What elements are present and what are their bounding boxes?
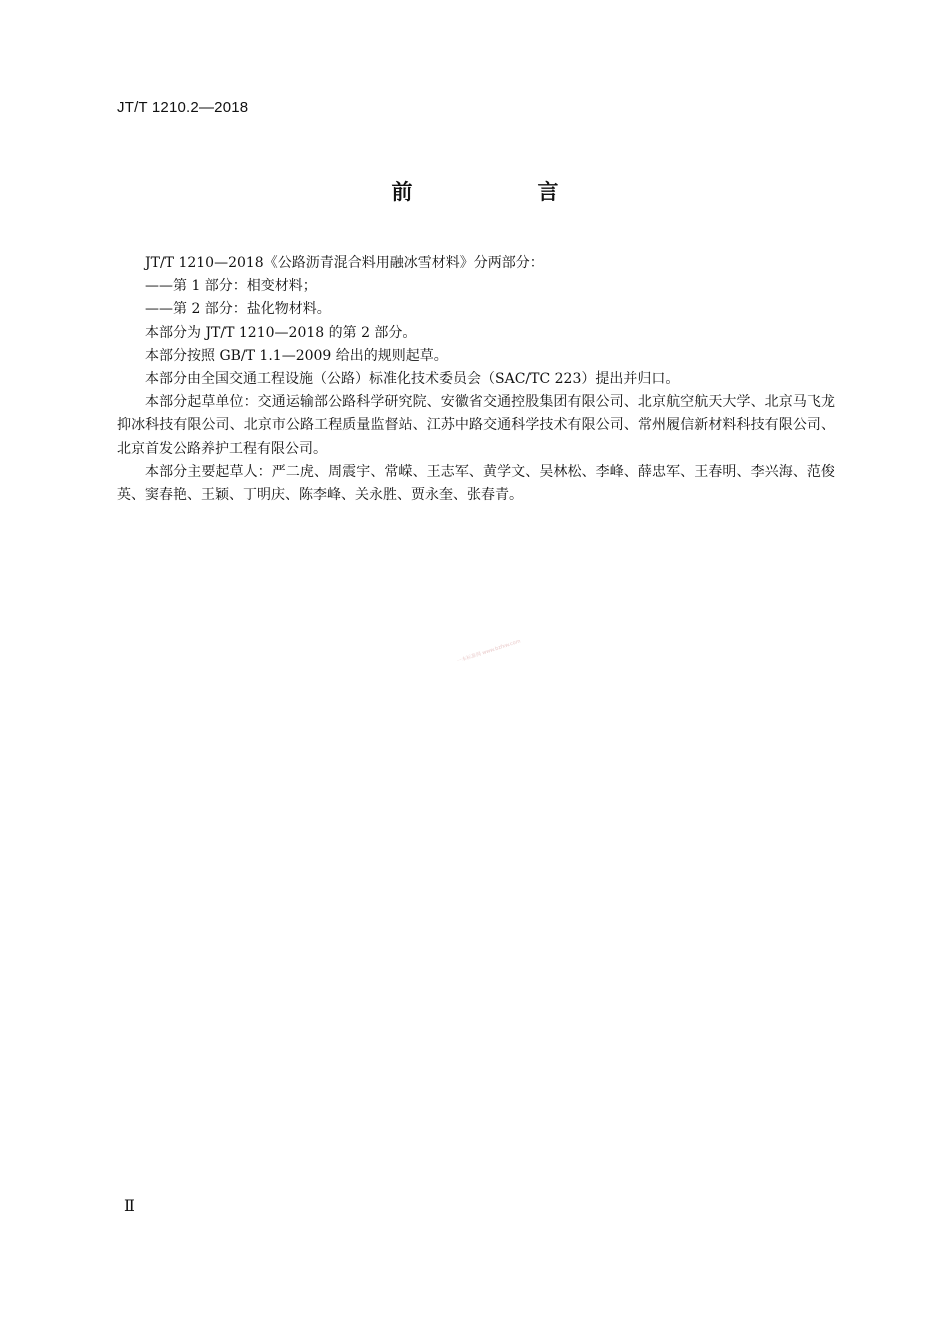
watermark: 一本标准网 www.bzfxw.com — [456, 638, 522, 665]
drafting-units: 本部分起草单位：交通运输部公路科学研究院、安徽省交通控股集团有限公司、北京航空航天大学、北京马飞龙抑冰科技有限公司、北京市公路工程质量监督站、江苏中路交通科学技术有限公司、常州履信新材料科技有限公司、北京首发公路养护工程有限公司。 — [117, 394, 835, 457]
foreword-body — [117, 252, 835, 507]
page-number: Ⅱ — [124, 1196, 135, 1215]
standard-code-header: JT/T 1210.2—2018 — [117, 99, 249, 116]
drafting-rules: 本部分按照 GB/T 1.1—2009 给出的规则起草。 — [145, 347, 448, 364]
part-statement: 本部分为 JT/T 1210—2018 的第 2 部分。 — [145, 324, 417, 341]
main-drafters: 本部分主要起草人：严二虎、周震宇、常嵘、王志军、黄学文、吴林松、李峰、薛忠军、王春明、李兴海、范俊英、窦春艳、王颖、丁明庆、陈李峰、关永胜、贾永奎、张春青。 — [117, 463, 835, 504]
part-1-item: ——第 1 部分：相变材料； — [145, 278, 317, 295]
part-2-item: ——第 2 部分：盐化物材料。 — [145, 301, 331, 318]
proposing-committee: 本部分由全国交通工程设施（公路）标准化技术委员会（SAC/TC 223）提出并归口。 — [145, 371, 680, 388]
intro-paragraph: JT/T 1210—2018《公路沥青混合料用融冰雪材料》分两部分： — [145, 255, 544, 271]
page-title: 前 言 — [391, 180, 611, 204]
